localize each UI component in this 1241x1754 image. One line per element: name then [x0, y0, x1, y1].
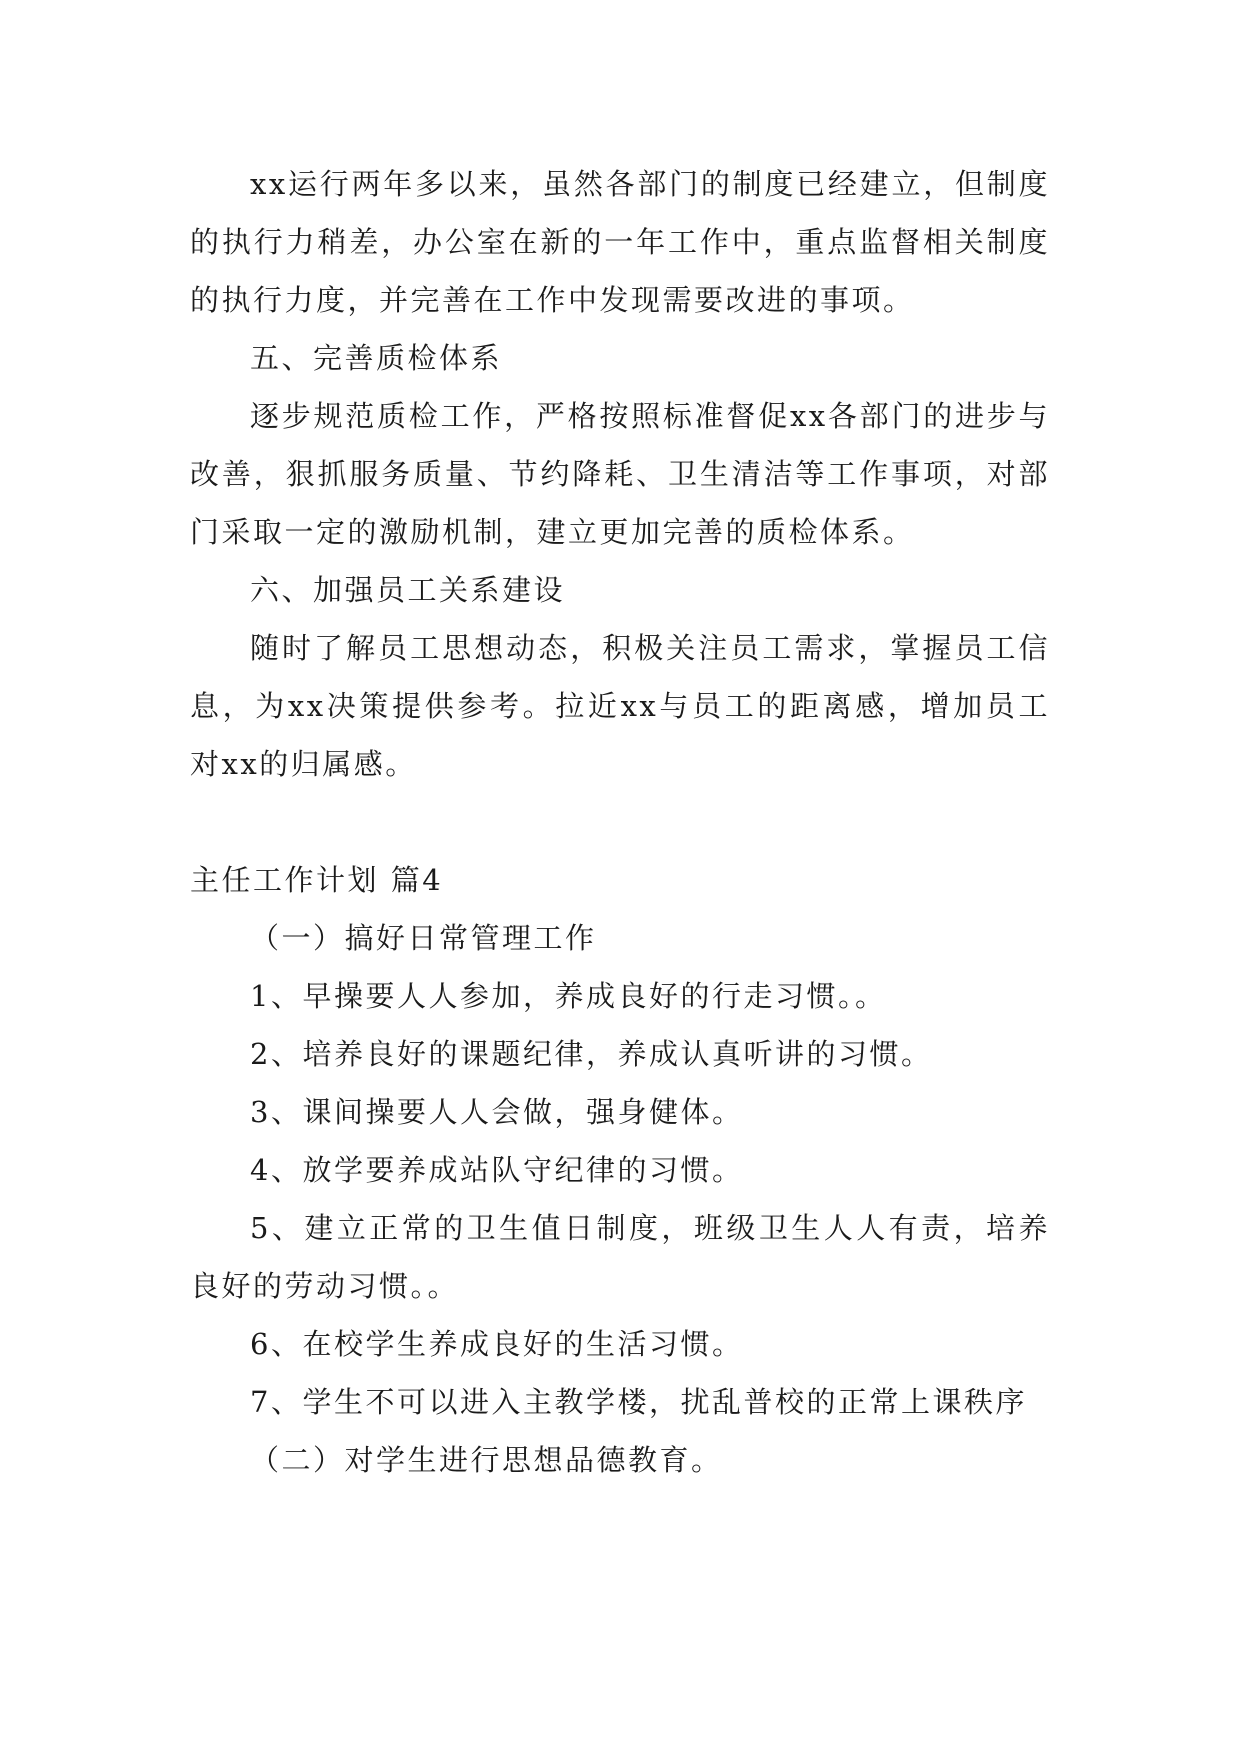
paragraph-employee-relations: 随时了解员工思想动态，积极关注员工需求，掌握员工信息，为xx决策提供参考。拉近xx与员工的距离感，增加员工对xx的归属感。	[190, 631, 1050, 781]
list-item-5: 5、建立正常的卫生值日制度，班级卫生人人有责，培养良好的劳动习惯。。	[190, 1211, 1050, 1303]
list-item-2: 2、培养良好的课题纪律，养成认真听讲的习惯。	[250, 1037, 933, 1071]
list-item-3: 3、课间操要人人会做，强身健体。	[250, 1095, 744, 1129]
section-gap	[190, 793, 1050, 851]
paragraph-quality-system: 逐步规范质检工作，严格按照标准督促xx各部门的进步与改善，狠抓服务质量、节约降耗、卫生清洁等工作事项，对部门采取一定的激励机制，建立更加完善的质检体系。	[190, 399, 1050, 549]
section-title: 主任工作计划 篇4	[190, 863, 444, 897]
subheading-daily-management: （一）搞好日常管理工作	[250, 921, 597, 955]
heading-quality-system: 五、完善质检体系	[250, 341, 503, 375]
list-item-1: 1、早操要人人参加，养成良好的行走习惯。。	[250, 979, 887, 1013]
paragraph-system-execution: xx运行两年多以来，虽然各部门的制度已经建立，但制度的执行力稍差，办公室在新的一年工作中，重点监督相关制度的执行力度，并完善在工作中发现需要改进的事项。	[190, 167, 1050, 317]
heading-employee-relations: 六、加强员工关系建设	[250, 573, 566, 607]
list-item-4: 4、放学要养成站队守纪律的习惯。	[250, 1153, 744, 1187]
list-item-6: 6、在校学生养成良好的生活习惯。	[250, 1327, 744, 1361]
subheading-moral-education: （二）对学生进行思想品德教育。	[250, 1443, 723, 1477]
document-page	[190, 155, 1050, 1489]
list-item-7: 7、学生不可以进入主教学楼，扰乱普校的正常上课秩序	[250, 1385, 1027, 1419]
